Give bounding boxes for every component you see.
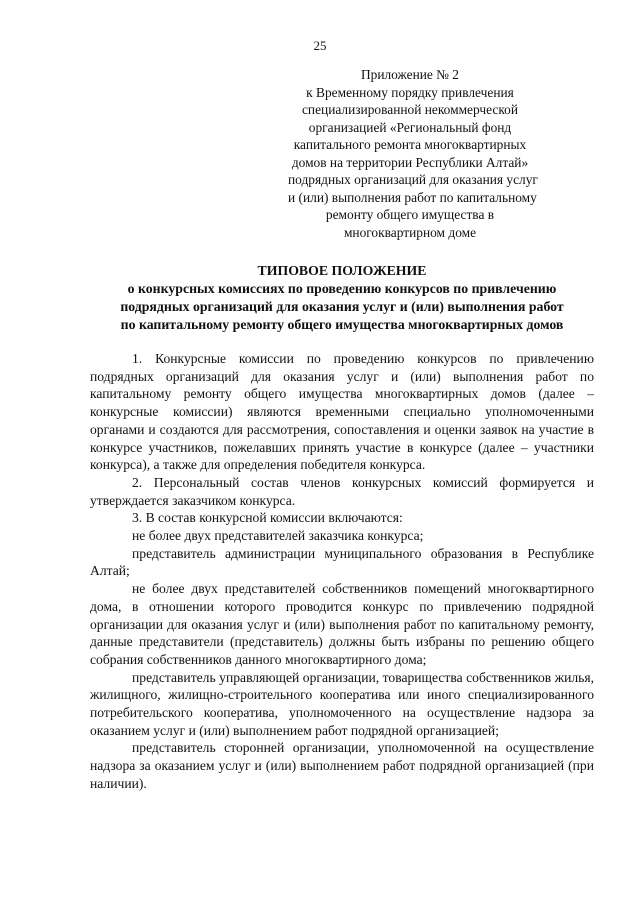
appendix-line: ремонту общего имущества в: [325, 207, 495, 222]
appendix-header: [288, 66, 538, 241]
appendix-line: многоквартирном доме: [343, 224, 477, 240]
appendix-line: к Временному порядку привлечения: [306, 84, 514, 100]
appendix-line: подрядных организаций для оказания услуг: [288, 172, 538, 187]
paragraph: 1. Конкурсные комиссии по проведению конкурсов по привлечению подрядных организаций для оказания услуг и (или) выполнения работ по капитальному ремонту общего имущества многоквартирных домов (далее – конкурсные комиссии) являются временными специально уполномоченными органами и создаются для рассмотрения, сопоставления и оценки заявок на участие в конкурсе участников, пожелавших принять участие в конкурсе (далее – участники конкурса), а также для определения победителя конкурса.: [90, 351, 594, 473]
document-body: [90, 350, 594, 793]
title-heading: ТИПОВОЕ ПОЛОЖЕНИЕ: [257, 263, 427, 278]
list-item: представитель администрации муниципального образования в Республике Алтай;: [90, 545, 594, 579]
title-subtitle-line: по капитальному ремонту общего имущества многоквартирных домов: [120, 317, 564, 332]
title-subtitle-line: о конкурсных комиссиях по проведению конкурсов по привлечению: [127, 281, 557, 296]
appendix-line: организацией «Региональный фонд: [308, 119, 512, 135]
appendix-line: специализированной некоммерческой: [301, 102, 519, 117]
appendix-line: домов на территории Республики Алтай»: [291, 154, 529, 170]
paragraph: 2. Персональный состав членов конкурсных комиссий формируется и утверждается заказчиком конкурса.: [90, 474, 594, 508]
document-title: [92, 262, 592, 334]
appendix-line: Приложение № 2: [360, 67, 460, 82]
appendix-line: и (или) выполнения работ по капитальному: [288, 189, 537, 205]
paragraph: 3. В состав конкурсной комиссии включаются:: [132, 510, 403, 526]
page-number: 25: [313, 38, 327, 53]
list-item: представитель сторонней организации, уполномоченной на осуществление надзора за оказанием услуг и (или) выполнением работ подрядной организацией (при наличии).: [90, 740, 594, 791]
list-item: не более двух представителей собственников помещений многоквартирного дома, в отношении которого проводится конкурс по привлечению подрядной организации для оказания услуг и (или) выполнения работ по капитальному ремонту, данные представители (представитель) должны быть избраны по решению общего собрания собственников данного многоквартирного дома;: [90, 581, 594, 667]
appendix-line: капитального ремонта многоквартирных: [293, 137, 527, 152]
title-subtitle-line: подрядных организаций для оказания услуг и (или) выполнения работ: [120, 299, 564, 314]
list-item: не более двух представителей заказчика конкурса;: [132, 528, 424, 544]
list-item: представитель управляющей организации, товарищества собственников жилья, жилищного, жилищно-строительного кооператива или иного специализированного потребительского кооператива, уполномоченного на осуществление надзора за оказанием услуг и (или) выполнением работ подрядной организацией;: [90, 669, 594, 738]
